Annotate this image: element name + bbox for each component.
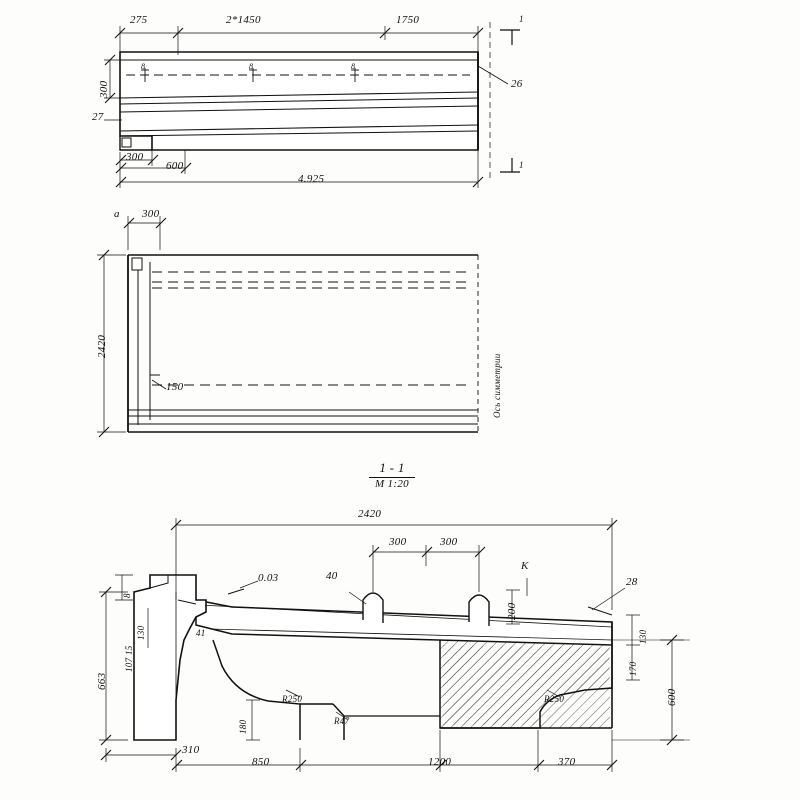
dim-40: 40 xyxy=(326,570,338,582)
label-K: К xyxy=(521,560,529,572)
section-mark-bottom: 1 xyxy=(519,160,524,170)
hatch-mark-2: 8 xyxy=(249,62,254,71)
slope-003: 0.03 xyxy=(258,572,279,584)
dim-370: 370 xyxy=(558,756,576,768)
dim-27: 27 xyxy=(92,111,104,123)
section-geometry xyxy=(134,575,625,740)
dim-1750: 1750 xyxy=(396,14,420,26)
dim-R250-left: R250 xyxy=(282,694,303,704)
dim-275: 275 xyxy=(130,14,148,26)
dim-R47: R47 xyxy=(334,716,350,726)
top-elevation-geometry xyxy=(120,22,520,178)
dim-41: 41 xyxy=(196,628,206,638)
dim-300-b-section: 300 xyxy=(440,536,458,548)
dim-2x1450: 2*1450 xyxy=(226,14,261,26)
hatch-mark-1: 8 xyxy=(141,62,146,71)
section-title: 1 - 1 xyxy=(369,460,415,478)
dim-170-right: 170 xyxy=(628,661,638,676)
dim-310: 310 xyxy=(182,744,200,756)
plan-view-dimensions xyxy=(97,216,166,437)
dim-300-bottom: 300 xyxy=(126,151,144,163)
dim-R250-right: R250 xyxy=(544,694,565,704)
dim-130-right: 130 xyxy=(638,629,648,644)
dim-663: 663 xyxy=(96,672,108,690)
dim-300-plan: 300 xyxy=(142,208,160,220)
mark-26: 26 xyxy=(511,78,523,90)
dim-2420-section: 2420 xyxy=(358,508,382,520)
dim-8-left: 8 xyxy=(122,593,132,598)
dim-150: 150 xyxy=(166,381,184,393)
dim-130-left: 130 xyxy=(136,625,146,640)
dim-28: 28 xyxy=(626,576,638,588)
dim-300-a-section: 300 xyxy=(389,536,407,548)
section-scale: М 1:20 xyxy=(375,478,409,490)
dim-180: 180 xyxy=(238,719,248,734)
label-a: а xyxy=(114,208,120,220)
dim-1200: 1200 xyxy=(428,756,452,768)
dim-600: 600 xyxy=(666,688,678,706)
dim-4925: 4.925 xyxy=(298,173,325,185)
dim-200: 200 xyxy=(506,602,518,620)
dim-2420-plan: 2420 xyxy=(96,334,108,358)
dim-600: 600 xyxy=(166,160,184,172)
axis-of-symmetry-note: Ось симметрии xyxy=(492,353,502,418)
dim-107-15: 107 15 xyxy=(124,645,134,672)
dim-850: 850 xyxy=(252,756,270,768)
dim-300-left-vertical: 300 xyxy=(98,80,110,98)
hatch-mark-3: 8 xyxy=(351,62,356,71)
section-mark-top: 1 xyxy=(519,14,524,24)
plan-view-geometry xyxy=(128,255,478,432)
